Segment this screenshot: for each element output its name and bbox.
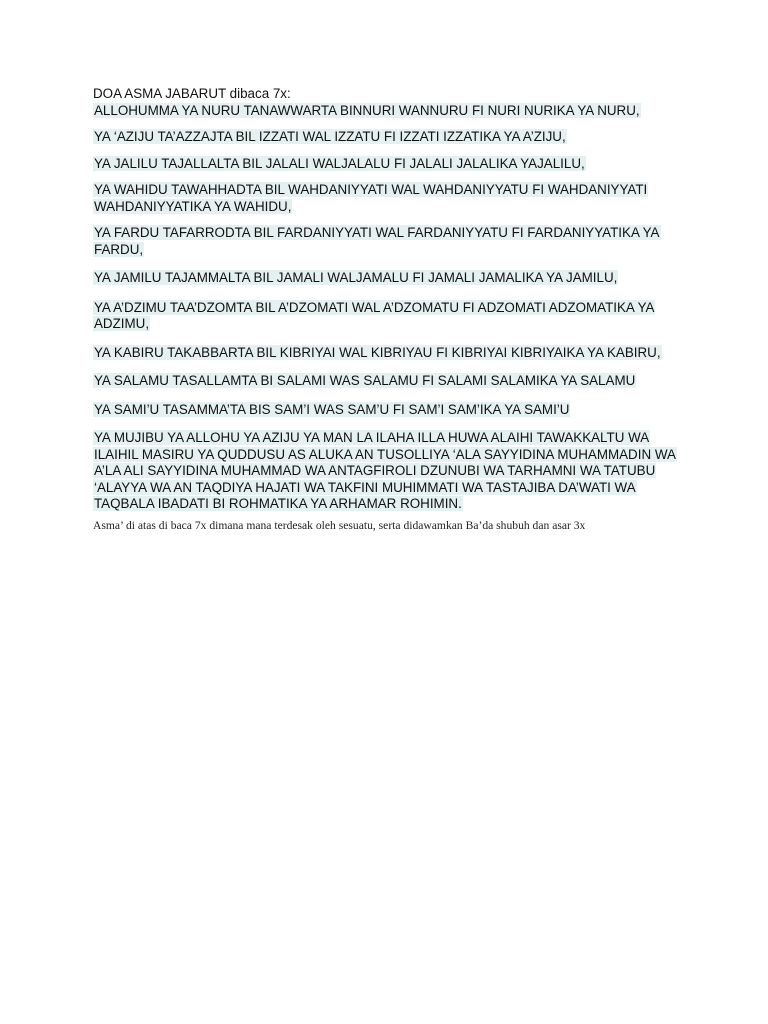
paragraph-text: YA MUJIBU YA ALLOHU YA AZIJU YA MAN LA ILAHA ILLA HUWA ALAIHI TAWAKKALTU WA ILAIHIL MASIRU YA QUDDUSU AS ALUKA AN TUSOLLIYA ‘ALA SAYYIDINA MUHAMMADIN WA A’LA ALI SAYYIDINA MUHAMMAD WA ANTAGFIROLI DZUNUBI WA TARHAMNI WA TATUBU ‘ALAYYA WA AN TAQDIYA HAJATI WA TAKFINI MUHIMMATI WA TASTAJIBA DA’WATI WA TAQBALA IBADATI BI ROHMATIKA YA ARHAMAR ROHIMIN. xyxy=(94,430,676,511)
paragraph-jalilu xyxy=(93,156,679,173)
paragraph-text: YA A’DZIMU TAA’DZOMTA BIL A’DZOMATI WAL A’DZOMATU FI ADZOMATI ADZOMATIKA YA ADZIMU, xyxy=(94,299,655,331)
paragraph-wahidu xyxy=(93,182,679,215)
paragraph-text: YA JALILU TAJALLALTA BIL JALALI WALJALALU FI JALALI JALALIKA YAJALILU, xyxy=(94,155,585,171)
document-page xyxy=(93,86,679,533)
paragraph-kabiru xyxy=(93,345,679,362)
closing-note: Asma’ di atas di baca 7x dimana mana terdesak oleh sesuatu, serta didawamkan Ba’da shubuh dan asar 3x xyxy=(93,518,586,532)
paragraph-aziju xyxy=(93,129,679,146)
paragraph-samiu xyxy=(93,402,679,419)
paragraph-fardu xyxy=(93,225,679,258)
paragraph-text: YA SAMI’U TASAMMA’TA BIS SAM’I WAS SAM’U FI SAM’I SAM’IKA YA SAMI’U xyxy=(94,401,570,417)
paragraph-adzimu xyxy=(93,300,679,333)
paragraph-text: ALLOHUMMA YA NURU TANAWWARTA BINNURI WANNURU FI NURI NURIKA YA NURU, xyxy=(94,102,640,118)
paragraph-text: YA JAMILU TAJAMMALTA BIL JAMALI WALJAMALU FI JAMALI JAMALIKA YA JAMILU, xyxy=(94,270,618,285)
paragraph-salamu xyxy=(93,373,679,390)
paragraph-text: YA WAHIDU TAWAHHADTA BIL WAHDANIYYATI WAL WAHDANIYYATU FI WAHDANIYYATI WAHDANIYYATIKA YA WAHIDU, xyxy=(94,182,648,214)
paragraph-text: YA KABIRU TAKABBARTA BIL KIBRIYAI WAL KIBRIYAU FI KIBRIYAI KIBRIYAIKA YA KABIRU, xyxy=(94,344,661,360)
paragraph-mujibu xyxy=(93,430,679,513)
doc-title: DOA ASMA JABARUT dibaca 7x: xyxy=(93,86,291,101)
paragraph-text: YA SALAMU TASALLAMTA BI SALAMI WAS SALAMU FI SALAMI SALAMIKA YA SALAMU xyxy=(94,373,636,388)
paragraph-text: YA FARDU TAFARRODTA BIL FARDANIYYATI WAL FARDANIYYATU FI FARDANIYYATIKA YA FARDU, xyxy=(94,225,660,257)
paragraph-text: YA ‘AZIJU TA’AZZAJTA BIL IZZATI WAL IZZATU FI IZZATI IZZATIKA YA A’ZIJU, xyxy=(94,129,566,144)
paragraph-nuru xyxy=(93,103,679,120)
paragraph-jamilu xyxy=(93,270,679,287)
